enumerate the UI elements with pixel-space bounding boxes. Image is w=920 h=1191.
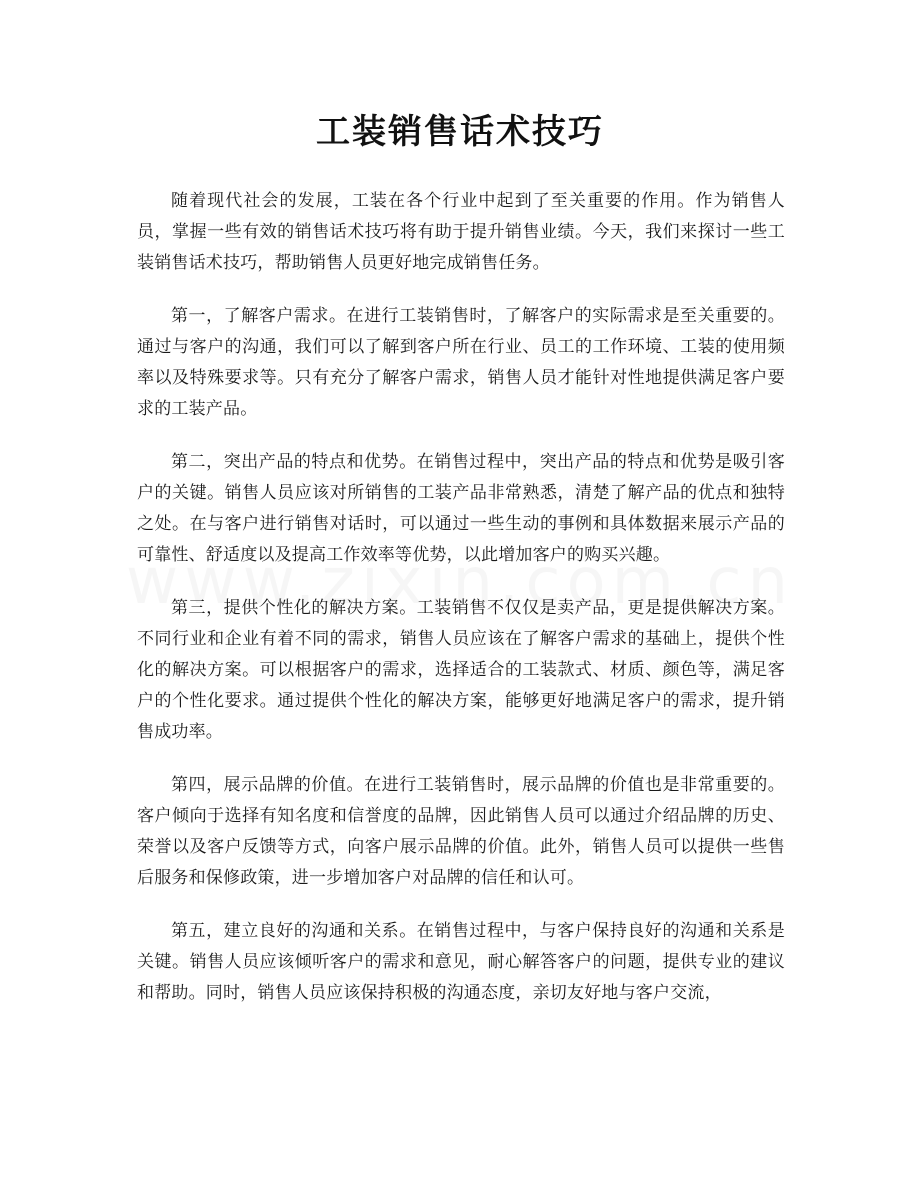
paragraph-third: 第三，提供个性化的解决方案。工装销售不仅仅是卖产品，更是提供解决方案。不同行业和企业有着不同的需求，销售人员应该在了解客户需求的基础上，提供个性化的解决方案。可以根据客户的需求，选择适合的工装款式、材质、颜色等，满足客户的个性化要求。通过提供个性化的解决方案，能够更好地满足客户的需求，提升销售成功率。 bbox=[137, 598, 785, 742]
document-body bbox=[137, 186, 785, 1031]
paragraph-fourth: 第四，展示品牌的价值。在进行工装销售时，展示品牌的价值也是非常重要的。客户倾向于选择有知名度和信誉度的品牌，因此销售人员可以通过介绍品牌的历史、荣誉以及客户反馈等方式，向客户展示品牌的价值。此外，销售人员可以提供一些售后服务和保修政策，进一步增加客户对品牌的信任和认可。 bbox=[137, 775, 785, 888]
paragraph-intro: 随着现代社会的发展，工装在各个行业中起到了至关重要的作用。作为销售人员，掌握一些有效的销售话术技巧将有助于提升销售业绩。今天，我们来探讨一些工装销售话术技巧，帮助销售人员更好地完成销售任务。 bbox=[137, 191, 785, 273]
paragraph-second: 第二，突出产品的特点和优势。在销售过程中，突出产品的特点和优势是吸引客户的关键。销售人员应该对所销售的工装产品非常熟悉，清楚了解产品的优点和独特之处。在与客户进行销售对话时，可以通过一些生动的事例和具体数据来展示产品的可靠性、舒适度以及提高工作效率等优势，以此增加客户的购买兴趣。 bbox=[137, 452, 785, 565]
paragraph-fifth: 第五，建立良好的沟通和关系。在销售过程中，与客户保持良好的沟通和关系是关键。销售人员应该倾听客户的需求和意见，耐心解答客户的问题，提供专业的建议和帮助。同时，销售人员应该保持积极的沟通态度，亲切友好地与客户交流， bbox=[137, 921, 785, 1003]
paragraph-first: 第一，了解客户需求。在进行工装销售时，了解客户的实际需求是至关重要的。通过与客户的沟通，我们可以了解到客户所在行业、员工的工作环境、工装的使用频率以及特殊要求等。只有充分了解客户需求，销售人员才能针对性地提供满足客户要求的工装产品。 bbox=[137, 306, 785, 419]
document-title: 工装销售话术技巧 bbox=[316, 112, 604, 152]
